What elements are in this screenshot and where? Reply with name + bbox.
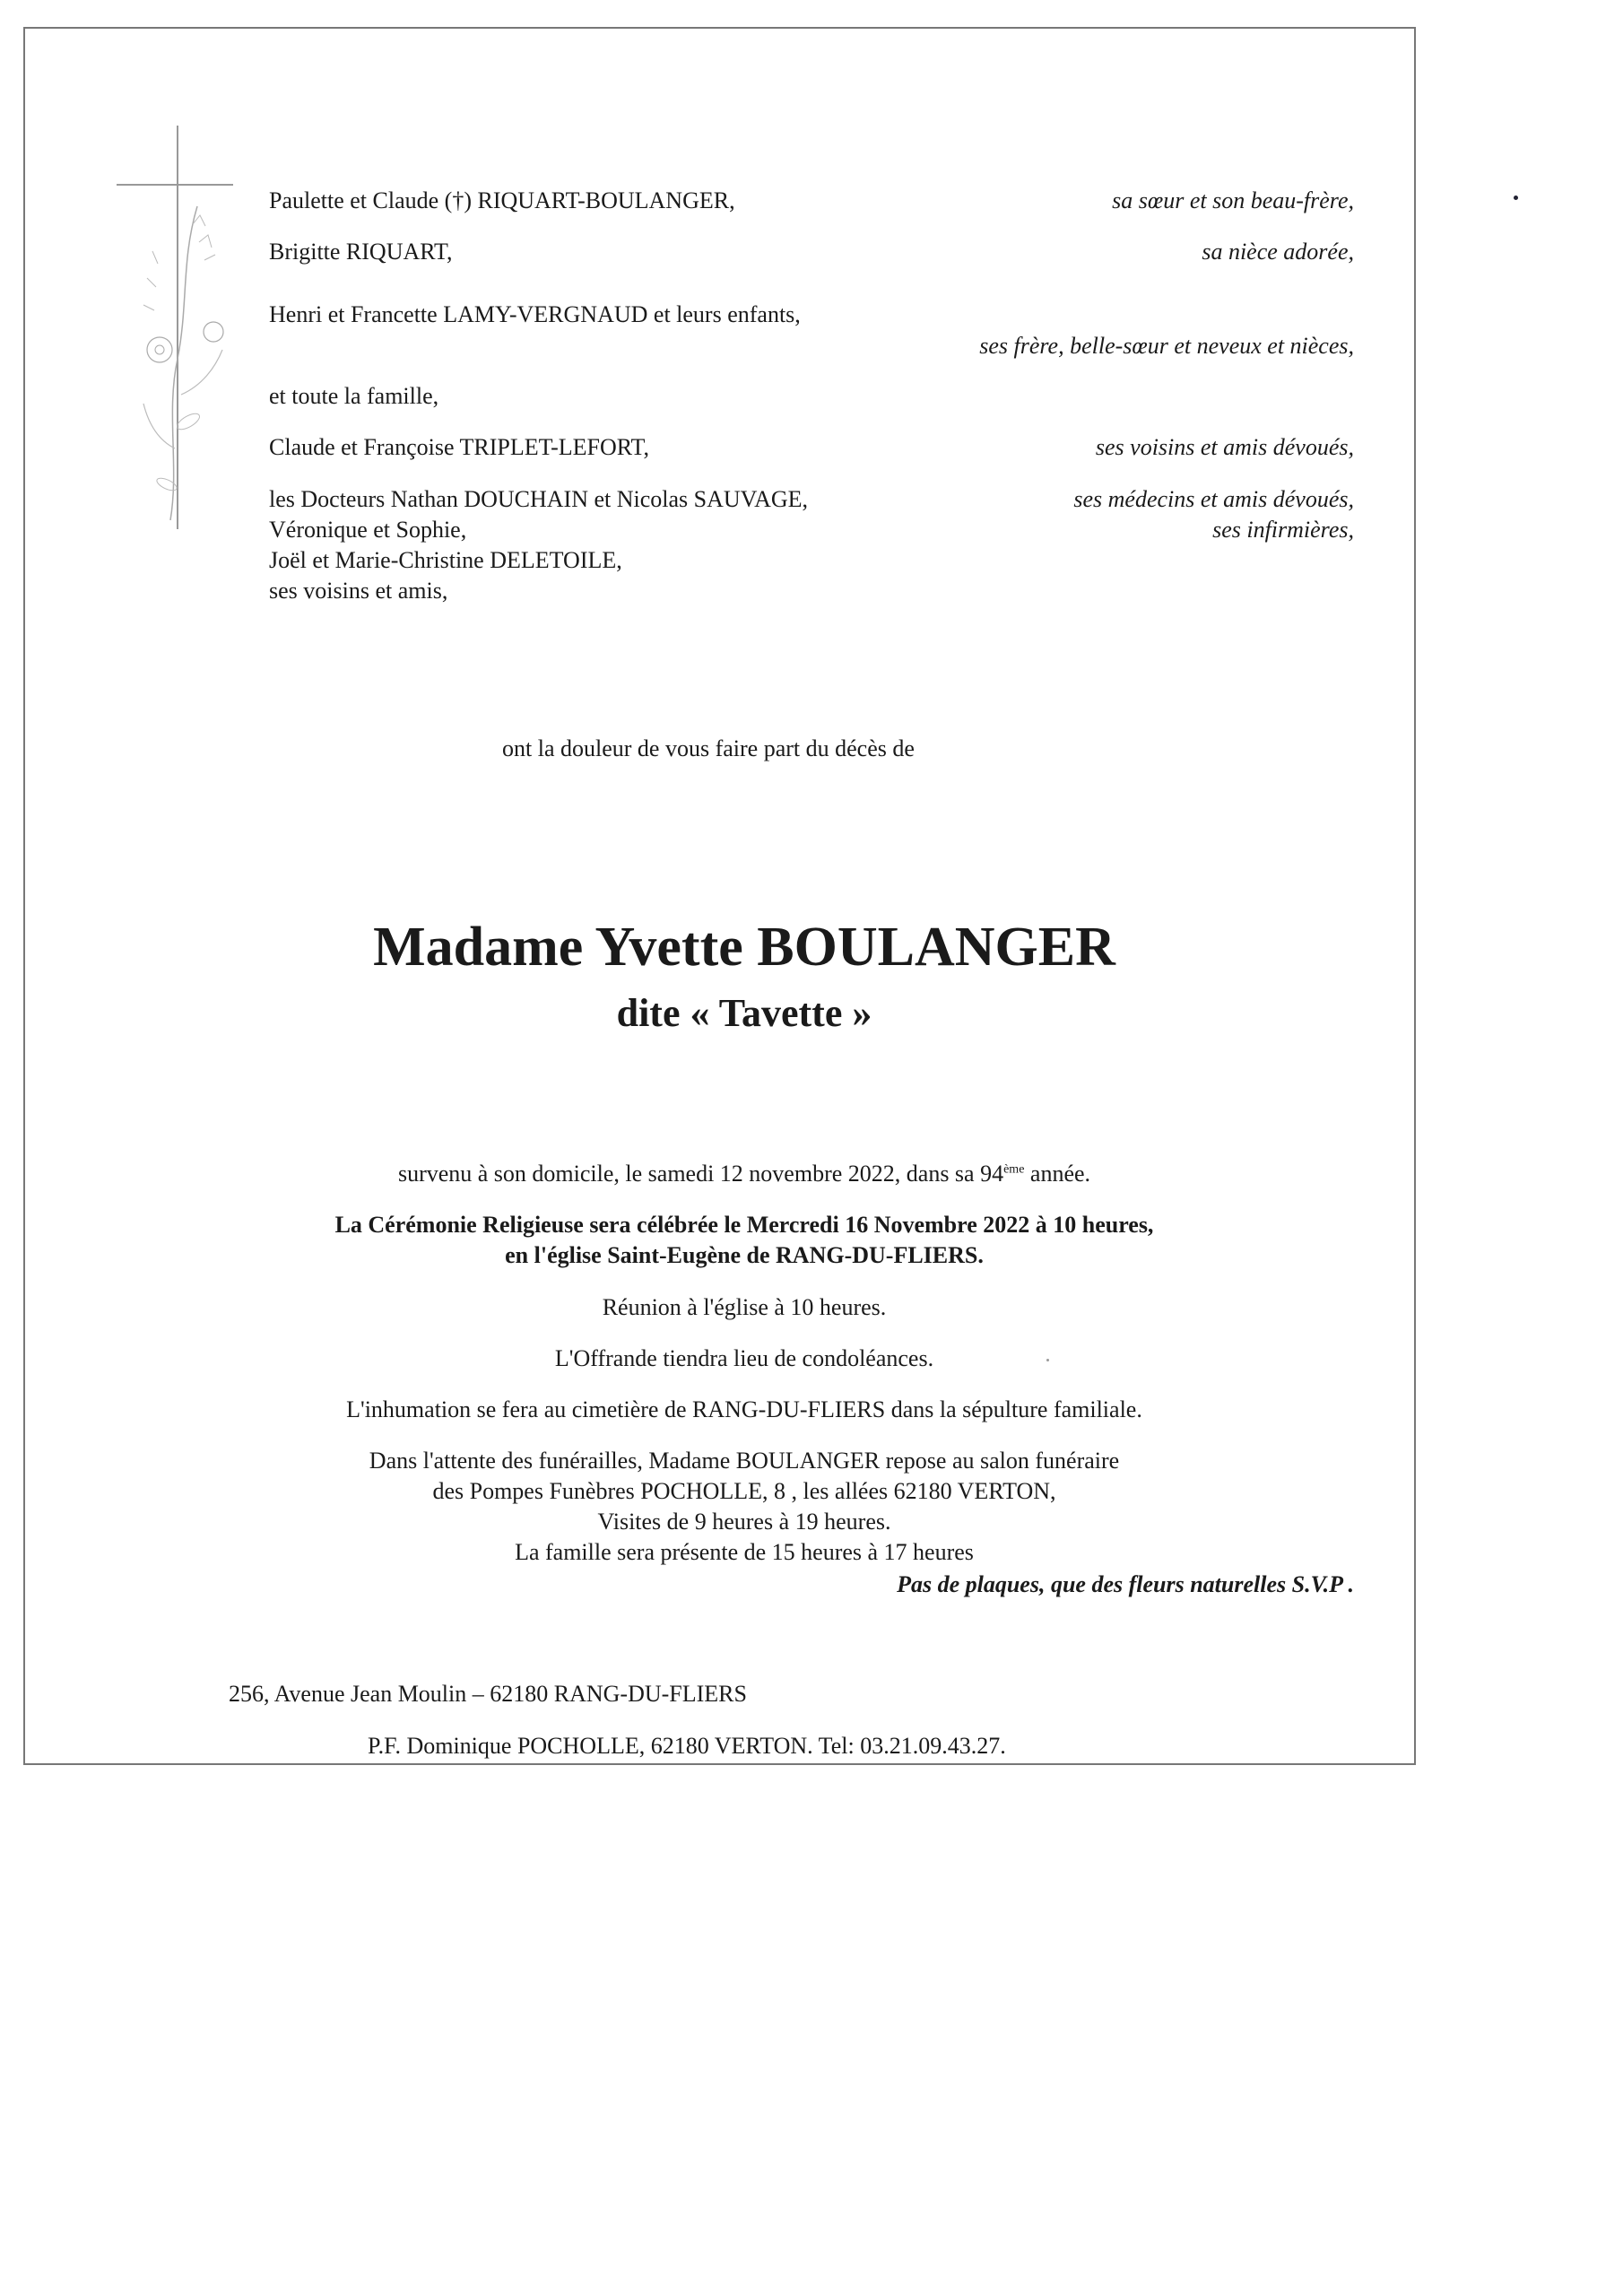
salon-line-1: Dans l'attente des funérailles, Madame BOULANGER repose au salon funéraire bbox=[369, 1448, 1120, 1474]
family-line-7: Véronique et Sophie, bbox=[269, 517, 467, 543]
family-line-3: Henri et Francette LAMY-VERGNAUD et leurs enfants, bbox=[269, 301, 801, 327]
deceased-name: Madame Yvette BOULANGER bbox=[373, 917, 1115, 978]
visites-line: Visites de 9 heures à 19 heures. bbox=[597, 1509, 891, 1535]
ceremony-line-2: en l'église Saint-Eugène de RANG-DU-FLIERS. bbox=[505, 1242, 984, 1268]
relation-line-3: ses frère, belle-sœur et neveux et nièces, bbox=[979, 333, 1354, 359]
deceased-nickname: dite « Tavette » bbox=[616, 991, 872, 1035]
address-line: 256, Avenue Jean Moulin – 62180 RANG-DU-FLIERS bbox=[229, 1681, 747, 1707]
relation-line-6: ses infirmières, bbox=[1212, 517, 1354, 543]
relation-line-4: ses voisins et amis dévoués, bbox=[1095, 434, 1354, 460]
announcement: ont la douleur de vous faire part du décès de bbox=[502, 735, 915, 761]
reunion-line: Réunion à l'église à 10 heures. bbox=[602, 1294, 887, 1320]
relation-line-5: ses médecins et amis dévoués, bbox=[1073, 486, 1354, 512]
relation-line-1: sa sœur et son beau-frère, bbox=[1112, 187, 1354, 213]
family-line-6: les Docteurs Nathan DOUCHAIN et Nicolas SAUVAGE, bbox=[269, 486, 809, 512]
salon-line-2: des Pompes Funèbres POCHOLLE, 8 , les allées 62180 VERTON, bbox=[432, 1478, 1056, 1504]
relation-line-2: sa nièce adorée, bbox=[1202, 239, 1354, 265]
family-line-5: Claude et Françoise TRIPLET-LEFORT, bbox=[269, 434, 650, 460]
offrande-line: L'Offrande tiendra lieu de condoléances. bbox=[554, 1345, 934, 1371]
family-line-1: Paulette et Claude (†) RIQUART-BOULANGER, bbox=[269, 187, 735, 213]
famille-presente-line: La famille sera présente de 15 heures à 17 heures bbox=[515, 1539, 974, 1565]
scan-speck bbox=[1514, 196, 1518, 200]
family-line-4: et toute la famille, bbox=[269, 383, 439, 409]
ceremony-line-1: La Cérémonie Religieuse sera célébrée le Mercredi 16 Novembre 2022 à 10 heures, bbox=[334, 1212, 1154, 1238]
cross-flower-icon bbox=[117, 126, 251, 538]
family-line-2: Brigitte RIQUART, bbox=[269, 239, 453, 265]
death-line: survenu à son domicile, le samedi 12 novembre 2022, dans sa 94ème année. bbox=[397, 1161, 1091, 1187]
fleurs-line: Pas de plaques, que des fleurs naturelles S.V.P . bbox=[897, 1571, 1354, 1597]
funeral-home-line: P.F. Dominique POCHOLLE, 62180 VERTON. Tel: 03.21.09.43.27. bbox=[368, 1733, 1006, 1759]
family-line-8: Joël et Marie-Christine DELETOILE, bbox=[269, 547, 622, 573]
inhumation-line: L'inhumation se fera au cimetière de RANG-DU-FLIERS dans la sépulture familiale. bbox=[346, 1396, 1142, 1422]
family-line-9: ses voisins et amis, bbox=[269, 578, 448, 604]
scan-speck bbox=[1046, 1359, 1049, 1361]
